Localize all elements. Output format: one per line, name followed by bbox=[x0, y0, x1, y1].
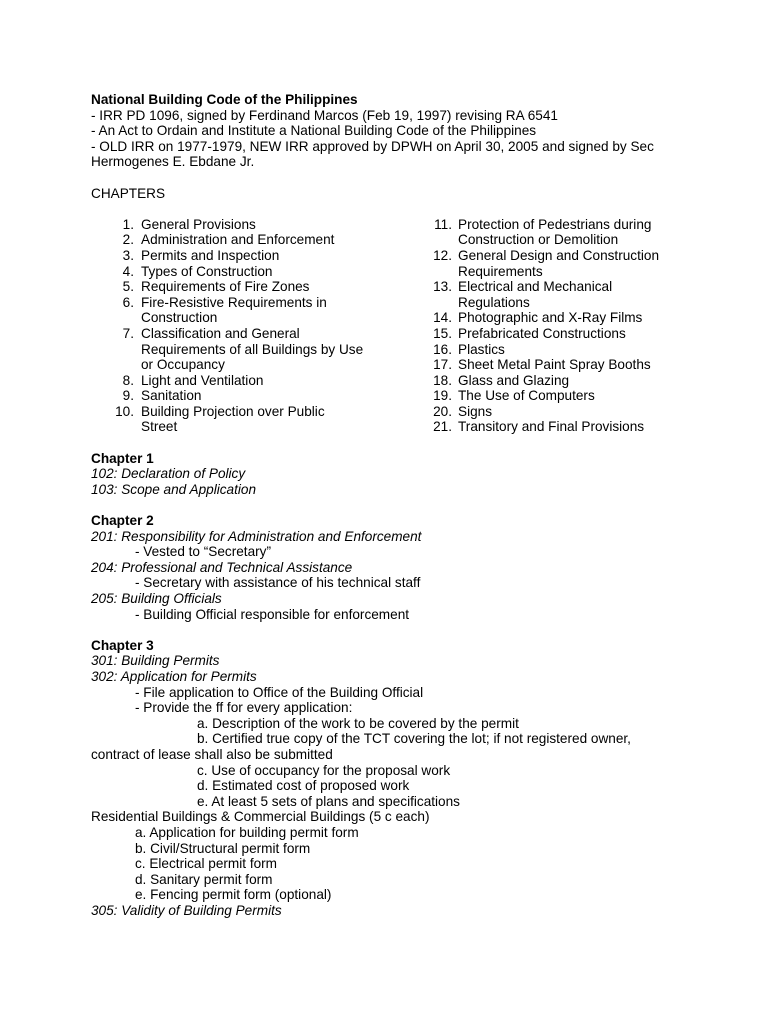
chapters-column-left bbox=[91, 217, 429, 435]
chapter-item: 16. Plastics bbox=[433, 341, 505, 357]
chapters-column-right bbox=[429, 217, 691, 435]
chapter-item: 12. General Design and Construction Requirements bbox=[433, 247, 659, 279]
chapters-heading: CHAPTERS bbox=[91, 185, 166, 201]
chapter-item: 20. Signs bbox=[433, 403, 493, 419]
residential-item-d: d. Sanitary permit form bbox=[135, 871, 273, 887]
residential-item-e: e. Fencing permit form (optional) bbox=[135, 887, 332, 903]
requirement-b: b. Certified true copy of the TCT covering the lot; if not registered owner, contract of lease shall also be submitted bbox=[91, 731, 631, 762]
chapter-item: 8. Light and Ventilation bbox=[122, 372, 264, 388]
intro-line-3: - OLD IRR on 1977-1979, NEW IRR approved by DPWH on April 30, 2005 and signed by Sec Hermogenes E. Ebdane Jr. bbox=[91, 138, 654, 170]
chapter-item: 13. Electrical and Mechanical Regulations bbox=[433, 279, 613, 310]
section-201: 201: Responsibility for Administration and Enforcement bbox=[91, 528, 422, 544]
chapters-list bbox=[91, 217, 691, 435]
residential-heading: Residential Buildings & Commercial Buildings (5 c each) bbox=[91, 809, 430, 825]
chapter-item: 2. Administration and Enforcement bbox=[122, 232, 335, 248]
document-title: National Building Code of the Philippines bbox=[91, 92, 358, 107]
chapter-item: 4. Types of Construction bbox=[122, 263, 273, 279]
requirement-e: e. At least 5 sets of plans and specifications bbox=[197, 793, 460, 809]
chapter-item: 10. Building Projection over Public Street bbox=[115, 403, 325, 435]
chapter-item: 21. Transitory and Final Provisions bbox=[433, 419, 645, 435]
section-302-note-1: - File application to Office of the Building Official bbox=[135, 684, 424, 700]
chapter-3-heading: Chapter 3 bbox=[91, 637, 154, 653]
section-302: 302: Application for Permits bbox=[91, 668, 257, 684]
intro-line-1: - IRR PD 1096, signed by Ferdinand Marcos (Feb 19, 1997) revising RA 6541 bbox=[91, 107, 558, 123]
chapter-item: 7. Classification and General Requirements of all Buildings by Use or Occupancy bbox=[122, 325, 364, 373]
chapter-item: 5. Requirements of Fire Zones bbox=[122, 279, 310, 295]
section-102: 102: Declaration of Policy bbox=[91, 466, 246, 482]
chapter-1-heading: Chapter 1 bbox=[91, 450, 154, 466]
chapter-item: 15. Prefabricated Constructions bbox=[433, 325, 626, 341]
chapter-2-heading: Chapter 2 bbox=[91, 513, 154, 529]
chapter-item: 11. Protection of Pedestrians during Construction or Demolition bbox=[434, 216, 652, 248]
chapter-item: 19. The Use of Computers bbox=[433, 388, 595, 404]
section-301: 301: Building Permits bbox=[91, 653, 220, 669]
section-201-note: - Vested to “Secretary” bbox=[135, 544, 271, 560]
section-302-note-2: - Provide the ff for every application: bbox=[135, 700, 353, 716]
intro-line-2: - An Act to Ordain and Institute a National Building Code of the Philippines bbox=[91, 123, 537, 139]
chapter-item: 17. Sheet Metal Paint Spray Booths bbox=[433, 357, 651, 373]
chapter-item: 6. Fire-Resistive Requirements in Construction bbox=[122, 294, 327, 326]
section-103: 103: Scope and Application bbox=[91, 481, 257, 497]
section-204: 204: Professional and Technical Assistance bbox=[91, 559, 353, 575]
chapter-item: 9. Sanitation bbox=[122, 388, 202, 404]
requirement-c: c. Use of occupancy for the proposal work bbox=[197, 762, 451, 778]
chapter-item: 1. General Provisions bbox=[122, 216, 256, 232]
residential-item-b: b. Civil/Structural permit form bbox=[135, 840, 311, 856]
chapter-item: 14. Photographic and X-Ray Films bbox=[433, 310, 643, 326]
requirement-a: a. Description of the work to be covered by the permit bbox=[197, 715, 519, 731]
chapter-item: 3. Permits and Inspection bbox=[122, 247, 280, 263]
section-305: 305: Validity of Building Permits bbox=[91, 902, 282, 918]
residential-item-a: a. Application for building permit form bbox=[135, 824, 359, 840]
residential-item-c: c. Electrical permit form bbox=[135, 856, 278, 872]
section-205-note: - Building Official responsible for enforcement bbox=[135, 606, 410, 622]
section-205: 205: Building Officials bbox=[91, 591, 222, 606]
document-page bbox=[91, 92, 691, 918]
section-204-note: - Secretary with assistance of his technical staff bbox=[135, 575, 421, 591]
requirement-d: d. Estimated cost of proposed work bbox=[197, 778, 410, 794]
chapter-item: 18. Glass and Glazing bbox=[433, 372, 570, 388]
